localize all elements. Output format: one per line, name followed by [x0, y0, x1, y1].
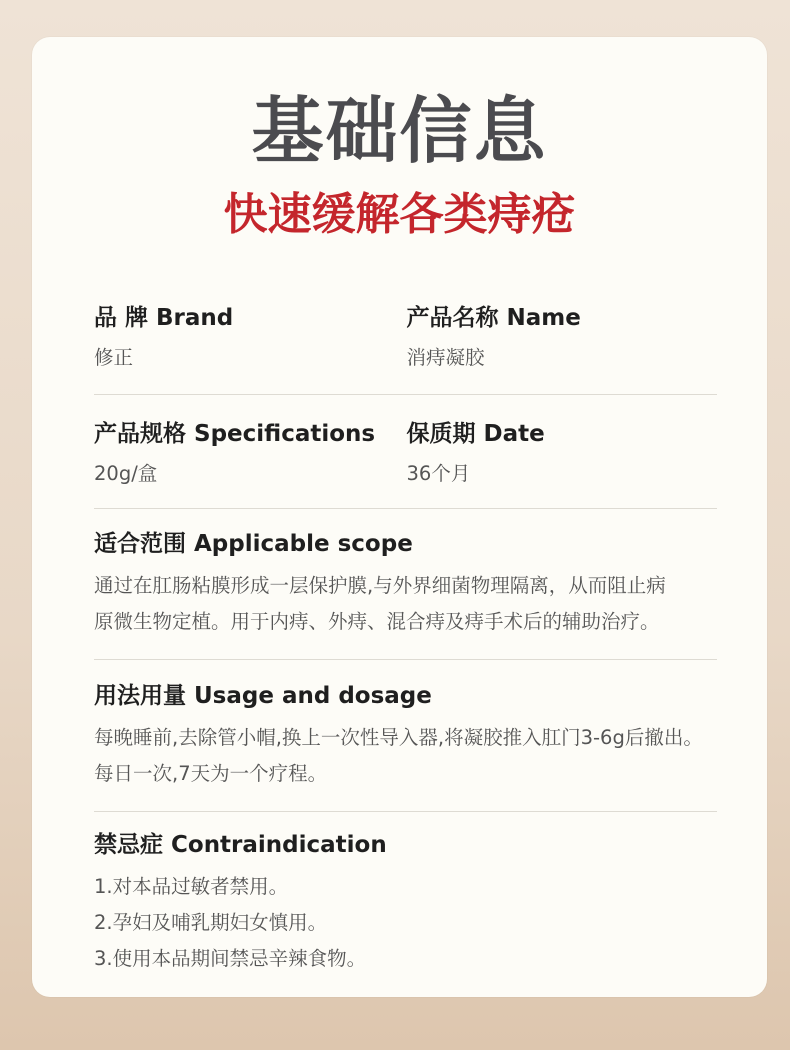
product-name-value: 消痔凝胶 [406, 345, 485, 369]
scope-line: 原微生物定植。用于内痔、外痔、混合痔及痔手术后的辅助治疗。 [94, 609, 660, 633]
divider [94, 508, 717, 509]
usage-line: 每日一次,7天为一个疗程。 [94, 761, 328, 785]
scope-line: 通过在肛肠粘膜形成一层保护膜,与外界细菌物理隔离，从而阻止病 [94, 573, 666, 597]
specs-field [94, 421, 407, 485]
page-subtitle: 快速缓解各类痔疮 [223, 189, 576, 240]
product-name-label: 产品名称 Name [406, 305, 581, 331]
brand-value: 修正 [94, 345, 134, 369]
specs-value: 20g/盒 [94, 461, 158, 485]
page-title: 基础信息 [251, 89, 548, 173]
scope-label: 适合范围 Applicable scope [94, 531, 413, 557]
contraindication-line: 2.孕妇及哺乳期妇女慎用。 [94, 910, 328, 934]
divider [94, 659, 717, 660]
shelf-life-value: 36个月 [406, 461, 471, 485]
usage-text [94, 720, 719, 792]
usage-label: 用法用量 Usage and dosage [94, 683, 432, 709]
brand-label: 品 牌 Brand [94, 305, 234, 331]
specs-date-row [94, 421, 719, 485]
contraindication-line: 3.使用本品期间禁忌辛辣食物。 [94, 946, 367, 970]
contraindication-text [94, 869, 719, 977]
contraindication-label: 禁忌症 Contraindication [94, 832, 387, 858]
specs-label: 产品规格 Specifications [94, 421, 376, 447]
brand-field [94, 305, 407, 369]
divider [94, 394, 717, 395]
divider [94, 811, 717, 812]
usage-line: 每晚睡前,去除管小帽,换上一次性导入器,将凝胶推入肛门3-6g后撤出。 [94, 725, 703, 749]
scope-text [94, 568, 719, 640]
product-name-field [407, 305, 720, 369]
contraindication-line: 1.对本品过敏者禁用。 [94, 874, 289, 898]
shelf-life-field [407, 421, 720, 485]
info-card [32, 37, 767, 997]
shelf-life-label: 保质期 Date [406, 421, 545, 447]
scope-section [94, 531, 719, 640]
brand-name-row [94, 305, 719, 369]
contraindication-section [94, 832, 719, 977]
usage-section [94, 683, 719, 792]
